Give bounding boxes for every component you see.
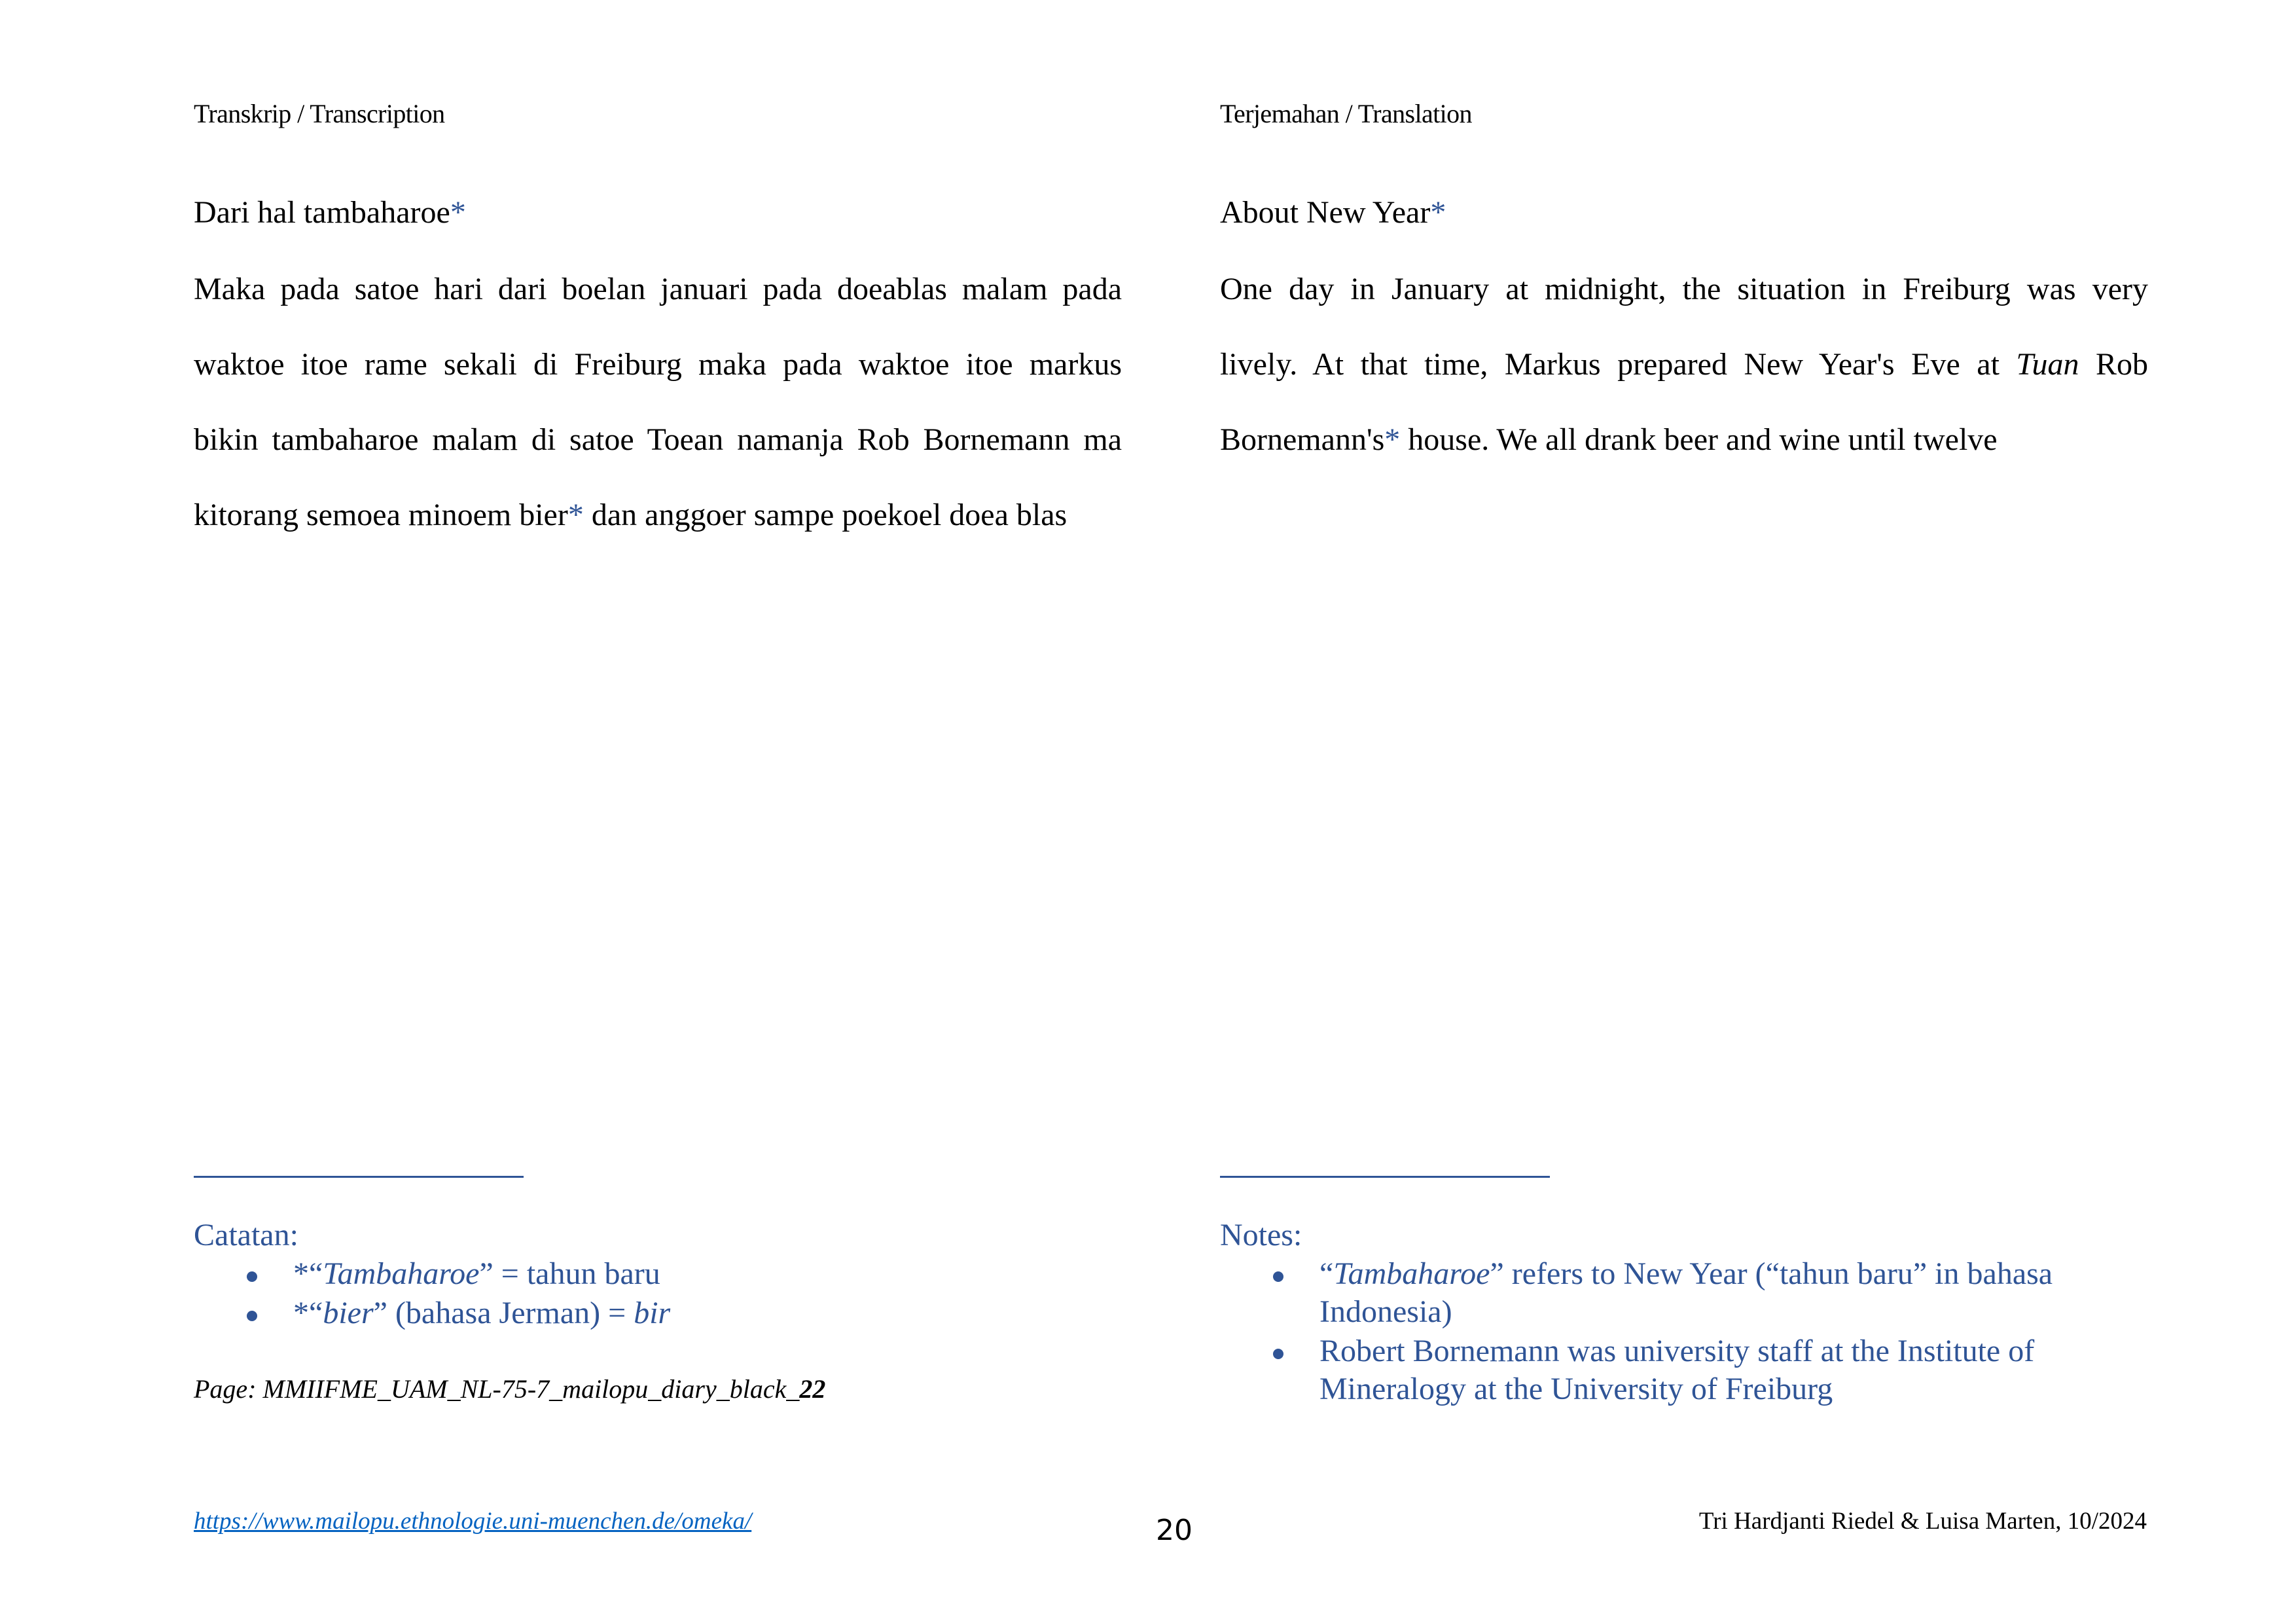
transcription-line-4: [194, 496, 1122, 535]
note-text: *“bier” (bahasa Jerman) = bir: [293, 1296, 671, 1330]
note-text: “Tambaharoe” refers to New Year (“tahun baru” in bahasa Indonesia): [1319, 1256, 2053, 1329]
footnote-divider: [194, 1176, 524, 1178]
transcription-title: [194, 193, 466, 232]
notes-title: Catatan:: [194, 1218, 298, 1252]
translation-line-3: [1220, 420, 2148, 460]
transcription-header: Transkrip / Transcription: [194, 99, 445, 128]
line-text: Bornemann's: [1220, 422, 1385, 457]
translation-title: [1220, 193, 1446, 232]
line-text: Rob: [2079, 347, 2148, 382]
page-reference: [194, 1372, 825, 1406]
translation-line-1: One day in January at midnight, the situation in Freiburg was very: [1220, 272, 2148, 306]
line-text-italic: Tuan: [2016, 347, 2079, 382]
footnote-divider: [1220, 1176, 1550, 1178]
page-number: 20: [1156, 1514, 1193, 1547]
footnote-marker: *: [1430, 195, 1446, 230]
bullet-icon: [1268, 1332, 1288, 1370]
bullet-icon: [242, 1255, 262, 1293]
line-text: dan anggoer sampe poekoel doea blas: [583, 498, 1067, 532]
transcription-line-3: bikin tambaharoe malam di satoe Toean namanja Rob Bornemann ma: [194, 422, 1122, 457]
line-text: kitorang semoea minoem bier: [194, 498, 568, 532]
line-text: house. We all drank beer and wine until twelve: [1400, 422, 1998, 457]
line-text: lively. At that time, Markus prepared New Year's Eve at: [1220, 347, 2017, 382]
footnote-marker: *: [450, 195, 466, 230]
note-text: Robert Bornemann was university staff at the Institute of Mineralogy at the University of Freiburg: [1319, 1334, 2035, 1406]
translation-title-text: About New Year: [1220, 195, 1431, 230]
omeka-link[interactable]: https://www.mailopu.ethnologie.uni-muenchen.de/omeka/: [194, 1508, 752, 1535]
author-credit: Tri Hardjanti Riedel & Luisa Marten, 10/2024: [1698, 1508, 2147, 1535]
page-reference-number: 22: [799, 1374, 826, 1404]
translation-header: Terjemahan / Translation: [1220, 99, 1472, 128]
footnote-marker: *: [1384, 422, 1401, 457]
footnote-marker: *: [567, 498, 584, 532]
transcription-line-1: Maka pada satoe hari dari boelan januari pada doeablas malam pada: [194, 272, 1122, 306]
bullet-icon: [242, 1294, 262, 1332]
bullet-icon: [1268, 1255, 1288, 1293]
translation-line-2: [1220, 345, 2148, 384]
transcription-line-2: waktoe itoe rame sekali di Freiburg maka pada waktoe itoe markus: [194, 347, 1122, 382]
transcription-title-text: Dari hal tambaharoe: [194, 195, 450, 230]
page-reference-text: Page: MMIIFME_UAM_NL-75-7_mailopu_diary_black_: [194, 1374, 800, 1404]
note-text: *“Tambaharoe” = tahun baru: [293, 1256, 660, 1291]
notes-title: Notes:: [1220, 1218, 1302, 1252]
